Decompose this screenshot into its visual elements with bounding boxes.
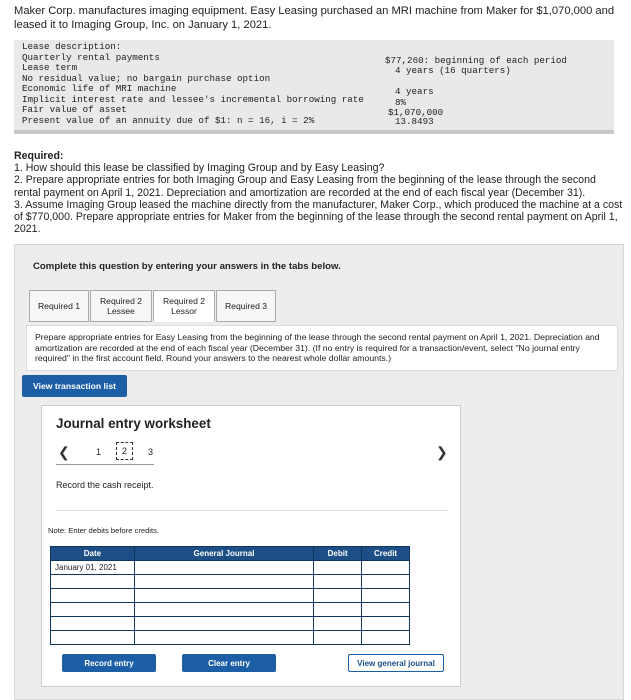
table-row: [51, 561, 410, 575]
account-cell[interactable]: [134, 631, 313, 645]
account-cell[interactable]: [134, 561, 313, 575]
required-item-1: 1. How should this lease be classified by Imaging Group and by Easy Leasing?: [14, 162, 385, 175]
tab-required-2-lessor[interactable]: [153, 290, 215, 322]
lease-row-label: Fair value of asset: [22, 104, 127, 115]
page-number-1[interactable]: 1: [96, 447, 102, 457]
page-number-2[interactable]: 2: [116, 442, 133, 460]
date-cell[interactable]: [51, 603, 135, 617]
table-row: [51, 631, 410, 645]
lease-row-label: No residual value; no bargain purchase option: [22, 73, 271, 84]
table-row: [51, 617, 410, 631]
clear-entry-button[interactable]: Clear entry: [182, 654, 276, 672]
credit-cell[interactable]: [362, 631, 410, 645]
debit-cell[interactable]: [314, 617, 362, 631]
problem-intro: Maker Corp. manufactures imaging equipment. Easy Leasing purchased an MRI machine from Maker for $1,070,000 and leased it to Imaging Group, Inc. on January 1, 2021.: [14, 5, 615, 31]
debit-cell[interactable]: [314, 575, 362, 589]
tab-required-1[interactable]: [29, 290, 89, 322]
lease-row-value: $1,070,000: [388, 107, 444, 118]
table-header-row: [51, 547, 410, 561]
date-cell[interactable]: [51, 631, 135, 645]
lease-row-value: 4 years (16 quarters): [395, 65, 511, 76]
view-general-journal-button[interactable]: View general journal: [348, 654, 444, 672]
debit-cell[interactable]: [314, 631, 362, 645]
tab-label: Required 1: [37, 301, 81, 311]
tab-bar: [29, 290, 277, 322]
lease-row-label: Economic life of MRI machine: [22, 83, 177, 94]
lease-row-value: $77,260: beginning of each period: [385, 55, 567, 66]
column-date: Date: [51, 547, 135, 561]
tab-required-3[interactable]: [216, 290, 276, 322]
date-cell[interactable]: January 01, 2021: [51, 561, 135, 575]
lease-row-value: 13.8493: [395, 116, 434, 127]
credit-cell[interactable]: [362, 603, 410, 617]
divider: [56, 510, 448, 511]
column-general-journal: General Journal: [134, 547, 313, 561]
chevron-right-icon[interactable]: ❯: [436, 444, 448, 460]
journal-table: [50, 546, 410, 645]
tab-label: Required 2 Lessee: [99, 296, 143, 316]
lease-row-label: Lease term: [22, 62, 78, 73]
date-cell[interactable]: [51, 589, 135, 603]
table-row: [51, 589, 410, 603]
required-section: [14, 150, 624, 235]
table-row: [51, 603, 410, 617]
transaction-description: Record the cash receipt.: [56, 480, 154, 490]
divider: [56, 464, 154, 465]
chevron-left-icon[interactable]: ❮: [58, 444, 70, 460]
lease-description-box: [14, 40, 614, 134]
lease-row-label: Quarterly rental payments: [22, 52, 160, 63]
debit-cell[interactable]: [314, 561, 362, 575]
account-cell[interactable]: [134, 617, 313, 631]
column-credit: Credit: [362, 547, 410, 561]
lease-row-value: 8%: [395, 97, 407, 108]
lease-row-label: Lease description:: [22, 41, 122, 52]
table-row: [51, 575, 410, 589]
date-cell[interactable]: [51, 575, 135, 589]
date-cell[interactable]: [51, 617, 135, 631]
worksheet-title: Journal entry worksheet: [56, 416, 211, 431]
debit-cell[interactable]: [314, 589, 362, 603]
account-cell[interactable]: [134, 603, 313, 617]
account-cell[interactable]: [134, 575, 313, 589]
tab-instructions: Prepare appropriate entries for Easy Leasing from the beginning of the lease through the second rental payment on April 1, 2021. Depreciation and amortization are recorded at the end of each fiscal year (December 31). (If no entry is required for a transaction/event, select "No journal entry required" in the first account field. Round your answers to the nearest whole dollar amounts.): [26, 325, 618, 371]
debit-credit-note: Note: Enter debits before credits.: [48, 526, 160, 535]
worksheet-pagination: [56, 444, 448, 464]
tab-label: Required 3: [224, 301, 268, 311]
credit-cell[interactable]: [362, 617, 410, 631]
column-debit: Debit: [314, 547, 362, 561]
account-cell[interactable]: [134, 589, 313, 603]
credit-cell[interactable]: [362, 589, 410, 603]
lease-row-value: 4 years: [395, 86, 434, 97]
credit-cell[interactable]: [362, 561, 410, 575]
debit-cell[interactable]: [314, 603, 362, 617]
lease-row-label: Implicit interest rate and lessee's incremental borrowing rate: [22, 94, 364, 105]
view-transaction-list-button[interactable]: View transaction list: [22, 375, 127, 397]
lease-row-label: Present value of an annuity due of $1: n = 16, i = 2%: [22, 115, 315, 126]
required-item-3: 3. Assume Imaging Group leased the machine directly from the manufacturer, Maker Corp., which produced the machine at a cost of $770,000. Prepare appropriate entries for Maker from the beginning of the lease through the second rental payment on April 1, 2021.: [14, 198, 623, 236]
required-item-2: 2. Prepare appropriate entries for both Imaging Group and Easy Leasing from the beginning of the lease through the second rental payment on April 1, 2021. Depreciation and amortization are recorded at the end of each fiscal year (December 31).: [14, 174, 596, 199]
panel-header: Complete this question by entering your answers in the tabs below.: [33, 261, 341, 272]
tab-required-2-lessee[interactable]: [90, 290, 152, 322]
tab-label: Required 2 Lessor: [162, 296, 206, 316]
page-number-3[interactable]: 3: [148, 447, 154, 457]
question-panel: [14, 244, 624, 700]
journal-entry-worksheet: [41, 405, 461, 687]
credit-cell[interactable]: [362, 575, 410, 589]
required-heading: Required:: [14, 150, 64, 162]
record-entry-button[interactable]: Record entry: [62, 654, 156, 672]
